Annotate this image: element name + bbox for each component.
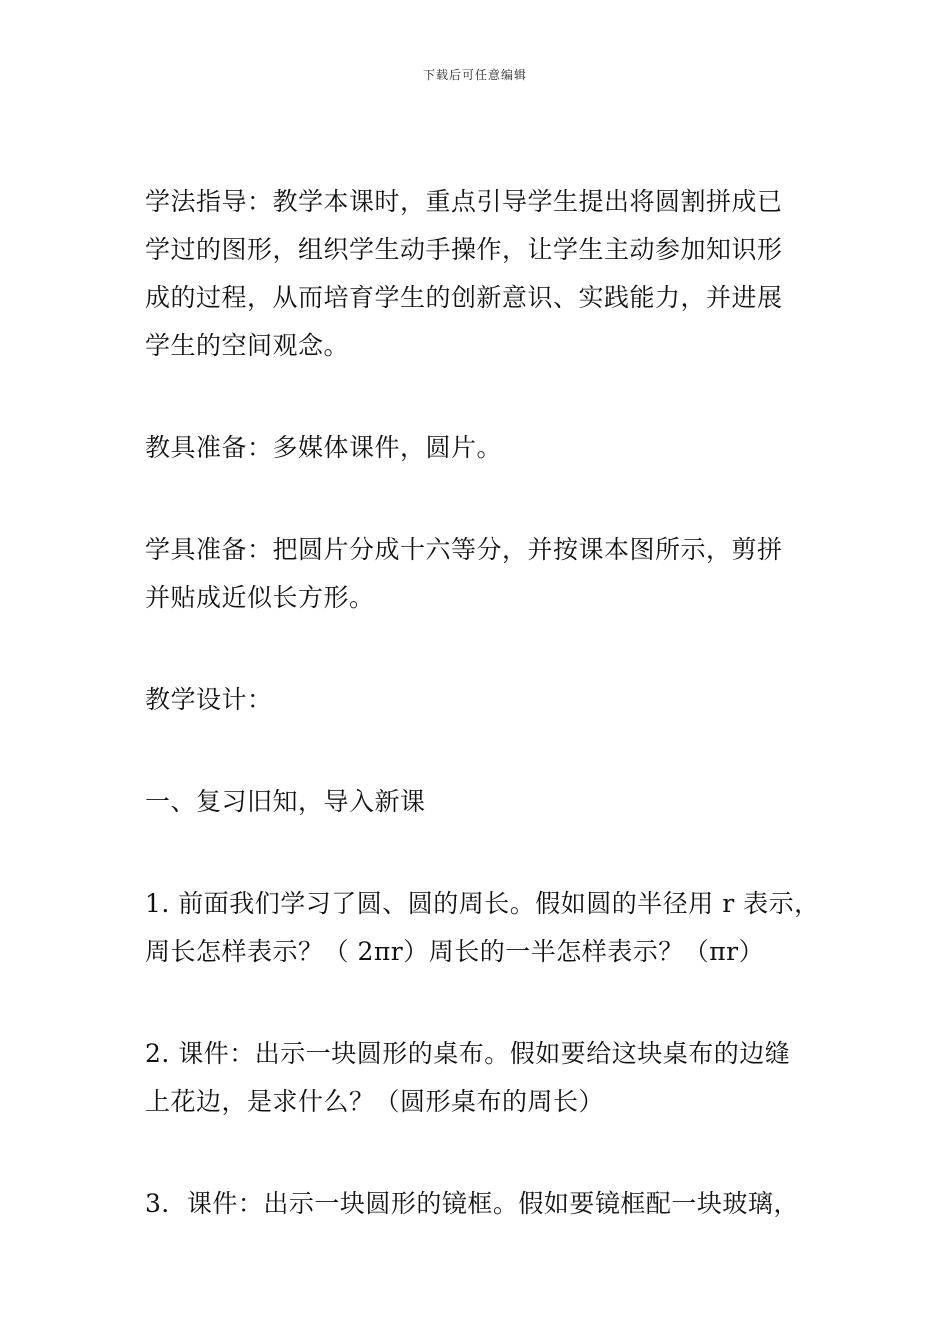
paragraph-line: 周长怎样表示？（ 2πr）周长的一半怎样表示？（πr） bbox=[145, 937, 765, 966]
paragraph-teaching-aids bbox=[145, 424, 825, 472]
paragraph-line: 教学设计： bbox=[145, 685, 273, 714]
paragraph-line: 学生的空间观念。 bbox=[145, 331, 350, 360]
list-item-2 bbox=[145, 1030, 825, 1126]
paragraph-line: 学过的图形，组织学生动手操作，让学生主动参加知识形 bbox=[145, 235, 783, 264]
paragraph-line: 3．课件：出示一块圆形的镜框。假如要镜框配一块玻璃， bbox=[145, 1189, 799, 1218]
paragraph-line: 上花边，是求什么？（圆形桌布的周长） bbox=[145, 1087, 605, 1116]
paragraph-line: 1. 前面我们学习了圆、圆的周长。假如圆的半径用 r 表示， bbox=[145, 889, 820, 918]
paragraph-line: 学法指导：教学本课时，重点引导学生提出将圆割拼成已 bbox=[145, 187, 783, 216]
paragraph-line: 学具准备：把圆片分成十六等分，并按课本图所示，剪拼 bbox=[145, 535, 783, 564]
paragraph-study-guidance bbox=[145, 178, 825, 370]
paragraph-learning-aids bbox=[145, 526, 825, 622]
section-heading-teaching-design bbox=[145, 676, 825, 724]
paragraph-line: 并贴成近似长方形。 bbox=[145, 583, 375, 612]
list-item-3 bbox=[145, 1180, 825, 1228]
list-item-1 bbox=[145, 880, 825, 976]
paragraph-line: 成的过程，从而培育学生的创新意识、实践能力，并进展 bbox=[145, 283, 783, 312]
paragraph-line: 一、复习旧知，导入新课 bbox=[145, 787, 426, 816]
paragraph-line: 2. 课件：出示一块圆形的桌布。假如要给这块桌布的边缝 bbox=[145, 1039, 791, 1068]
page-header: 下载后可任意编辑 bbox=[422, 68, 527, 82]
document-body bbox=[145, 178, 825, 1228]
section-heading-review bbox=[145, 778, 825, 826]
paragraph-line: 教具准备：多媒体课件，圆片。 bbox=[145, 433, 503, 462]
